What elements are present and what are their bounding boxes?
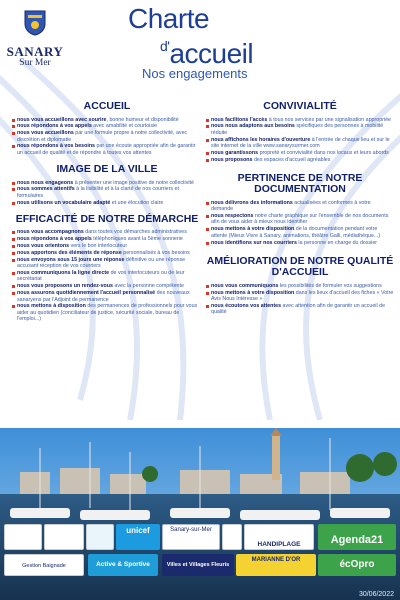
list-item: nous facilitons l'accès à tous nos services par une signalisation appropriée [206, 117, 394, 123]
list-item: nous respectons notre charte graphique sur l'ensemble de nos documents afin de vous aider à mieux nous identifier [206, 213, 394, 226]
title-line1: Charte [128, 3, 210, 34]
badge-unicef: unicef [116, 524, 160, 550]
list-item: nous vous accueillons avec sourire, bonne humeur et disponibilité [12, 117, 202, 123]
list-efficacite [12, 229, 202, 322]
badge-gestion-baignade: Gestion Baignade [4, 554, 84, 576]
list-item: nous identifions sur nos courriers la personne en charge du dossier [206, 240, 394, 246]
sanary-logo [6, 10, 64, 69]
list-accueil [12, 117, 202, 157]
list-image [12, 180, 202, 206]
list-item: nous garantissons propreté et convivialité dans nos locaux et leurs abords [206, 150, 394, 156]
badge-sign [222, 524, 242, 550]
list-item: nous écoutons vos attentes avec attention afin de garantir un accueil de qualité [206, 303, 394, 316]
list-item: nous apportons des éléments de réponse personnalisés à vos besoins [12, 250, 202, 256]
list-item: nous délivrons des informations actualisées et conformes à votre demande [206, 200, 394, 213]
list-convivialite [206, 117, 394, 163]
badge-agenda21: Agenda21 [318, 524, 396, 550]
list-item: nous nous adaptons aux besoins spécifiques des personnes à mobilité réduite [206, 123, 394, 136]
list-pertinence [206, 200, 394, 246]
list-item: nous mettons à disposition des permanences de professionnels pour vous aider au quotidien (conciliateur de justice, sécurité sociale, bureau de l'emploi...) [12, 303, 202, 322]
badge-quality [4, 524, 42, 550]
badge-ville [44, 524, 84, 550]
page-title [128, 4, 328, 82]
right-column [206, 98, 394, 316]
list-item: nous vous proposons un rendez-vous avec la personne compétente [12, 283, 202, 289]
list-item: nous sommes attentifs à la lisibilité et à la clarté de nos courriers et formulaires [12, 186, 202, 199]
badge-handiplage: HANDIPLAGE [244, 524, 314, 550]
section-title-accueil: ACCUEIL [83, 100, 131, 112]
header [0, 0, 400, 98]
list-item: nous mettons à votre disposition de la documentation pendant votre attente (Mieux Vivre à Sanary, animations, théâtre Galli, médiathèque...) [206, 226, 394, 239]
list-amelioration [206, 283, 394, 316]
title-line2: $^{d'}$accueil [160, 38, 254, 69]
list-item: nous mettons à votre disposition dans les lieux d'accueil des fiches « Votre Avis Nous Intéresse » [206, 290, 394, 303]
list-item: nous vous accompagnons dans toutes vos démarches administratives [12, 229, 202, 235]
section-title-efficacite: EFFICACITÉ DE NOTRE DÉMARCHE [15, 212, 199, 225]
list-item: nous assurons quotidiennement l'accueil personnalisé des nouveaux sanaryens par l'Adjoint de permanence [12, 290, 202, 303]
badge-ecopro: écOpro [318, 554, 396, 576]
badge-marianne: MARIANNE D'OR [236, 554, 316, 576]
logo-subtitle: Sur Mer [19, 58, 51, 68]
list-item: nous affichons les horaires d'ouverture à l'entrée de chaque lieu et sur le site internet de la ville www.sanarysurmer.com [206, 137, 394, 150]
list-item: nous utilisons un vocabulaire adapté et une élocution claire [12, 200, 202, 206]
label-badges [0, 520, 400, 596]
document-date: 30/06/2022 [358, 591, 394, 598]
charter-content [0, 98, 400, 428]
crest-icon [24, 10, 46, 36]
left-column [12, 98, 202, 323]
section-title-image: IMAGE DE LA VILLE [56, 163, 158, 176]
list-item: nous vous communiquons les possibilités de formuler vos suggestions [206, 283, 394, 289]
list-item: nous vous accueillons par une formule propre à notre collectivité, avec discrétion et diplomatie [12, 130, 202, 143]
section-title-pertinence: PERTINENCE DE NOTRE DOCUMENTATION [237, 171, 363, 196]
title-subtitle: Nos engagements [142, 66, 248, 81]
list-item: nous répondons à vos besoins par une écoute appropriée afin de garantir un accueil de qualité et de répondre à toutes vos attentes [12, 143, 202, 156]
section-title-amelioration: AMÉLIORATION DE NOTRE QUALITÉ D'ACCUEIL [206, 254, 394, 279]
list-item: nous vous orientons vers le bon interlocuteur [12, 243, 202, 249]
logo-name: SANARY [6, 44, 64, 59]
list-item: nous communiquons la ligne directe de vos interlocuteurs ou de leur secrétariat [12, 270, 202, 283]
list-item: nous envoyons sous 15 jours une réponse définitive ou une réponse accusant réception de vos courriers [12, 257, 202, 270]
list-item: nous nous engageons à présenter une image positive de notre collectivité [12, 180, 202, 186]
section-title-convivialite: CONVIVIALITÉ [263, 100, 337, 112]
badge-enfants [86, 524, 114, 550]
badge-villes-fleuris: Villes et Villages Fleuris [162, 554, 234, 576]
list-item: nous répondons à vos appels téléphoniques avant la 5ème sonnerie [12, 236, 202, 242]
list-item: nous proposons des espaces d'accueil agréables [206, 157, 394, 163]
badge-sanary: Sanary-sur-Mer [162, 524, 220, 550]
badge-active-sportive: Active & Sportive [88, 554, 158, 576]
list-item: nous répondons à vos appels avec amabilité et courtoisie [12, 123, 202, 129]
